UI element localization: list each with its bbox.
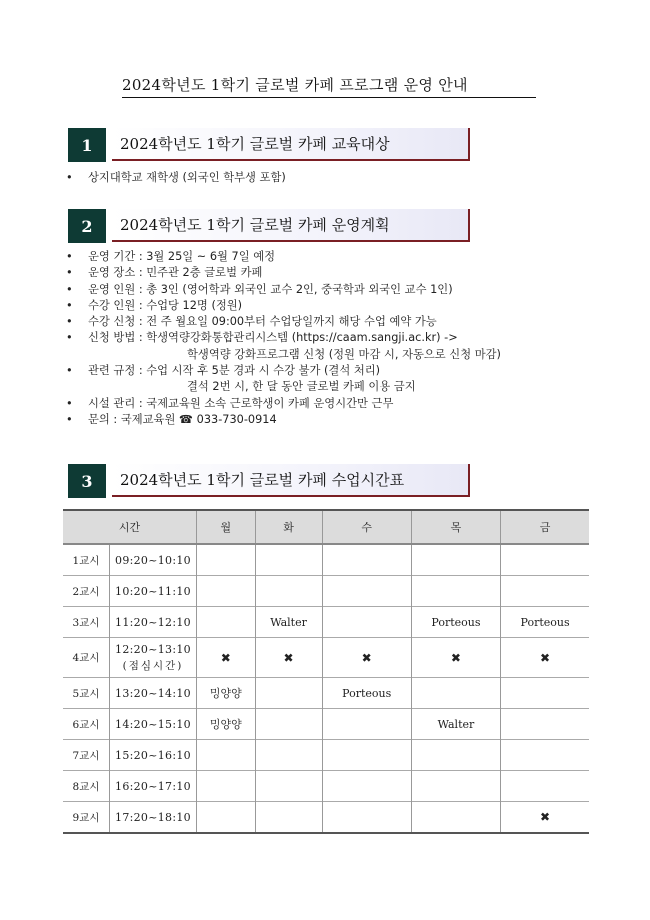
fri-cell (501, 544, 589, 576)
thu-cell: Walter (411, 709, 500, 740)
list-item: • 신청 방법 : 학생역량강화통합관리시스템 (https://caam.sangji.ac.kr) -> (66, 330, 501, 346)
tue-cell (255, 709, 322, 740)
table-row (63, 740, 589, 771)
bullet-icon: • (66, 171, 73, 184)
table-row (63, 607, 589, 638)
period-cell: 9교시 (63, 802, 110, 834)
list-item: • 운영 기간 : 3월 25일 ~ 6월 7일 예정 (66, 249, 501, 265)
wed-cell (322, 709, 411, 740)
fri-cell (501, 771, 589, 802)
section-3-header (68, 464, 470, 500)
tue-cell: Walter (255, 607, 322, 638)
time-cell: 15:20~16:10 (110, 740, 197, 771)
bullet-icon: • (66, 396, 73, 410)
period-cell: 8교시 (63, 771, 110, 802)
table-header-row (63, 510, 589, 544)
section-number: 1 (68, 128, 106, 162)
closed-x-icon: ✖ (255, 638, 322, 678)
closed-x-icon: ✖ (197, 638, 256, 678)
time-cell: 11:20~12:10 (110, 607, 197, 638)
mon-cell (197, 771, 256, 802)
list-item: • 문의 : 국제교육원 ☎ 033-730-0914 (66, 412, 501, 428)
tue-cell (255, 771, 322, 802)
tue-cell (255, 802, 322, 834)
section-1-bullets (66, 170, 286, 186)
bullet-icon: • (66, 315, 73, 329)
table-row (63, 678, 589, 709)
fri-cell: Porteous (501, 607, 589, 638)
thu-cell (411, 544, 500, 576)
bullet-icon: • (66, 266, 73, 280)
column-header-mon: 월 (197, 510, 256, 544)
section-number: 2 (68, 209, 106, 243)
table-row (63, 771, 589, 802)
period-cell: 2교시 (63, 576, 110, 607)
time-cell: 09:20~10:10 (110, 544, 197, 576)
mon-cell: 밍양양 (197, 678, 256, 709)
thu-cell (411, 802, 500, 834)
list-item: • 운영 인원 : 총 3인 (영어학과 외국인 교수 2인, 중국학과 외국인 교수 1인) (66, 282, 501, 298)
mon-cell (197, 544, 256, 576)
time-cell: 16:20~17:10 (110, 771, 197, 802)
wed-cell (322, 802, 411, 834)
wed-cell (322, 544, 411, 576)
mon-cell: 밍양양 (197, 709, 256, 740)
tue-cell (255, 740, 322, 771)
list-item: • 수강 신청 : 전 주 월요일 09:00부터 수업당일까지 해당 수업 예약 가능 (66, 314, 501, 330)
table-row (63, 802, 589, 834)
section-number: 3 (68, 464, 106, 498)
bullet-icon: • (66, 364, 73, 378)
list-item: • 상지대학교 재학생 (외국인 학부생 포함) (66, 170, 286, 186)
section-2-bullets (66, 249, 501, 428)
thu-cell (411, 771, 500, 802)
closed-x-icon: ✖ (501, 638, 589, 678)
time-cell: 10:20~11:10 (110, 576, 197, 607)
fri-cell (501, 576, 589, 607)
time-cell: 17:20~18:10 (110, 802, 197, 834)
fri-cell (501, 709, 589, 740)
time-cell: 13:20~14:10 (110, 678, 197, 709)
bullet-icon: • (66, 298, 73, 312)
wed-cell (322, 607, 411, 638)
bullet-icon: • (66, 412, 73, 426)
table-row-lunch (63, 638, 589, 678)
section-title: 2024학년도 1학기 글로벌 카페 수업시간표 (112, 464, 470, 497)
column-header-fri: 금 (501, 510, 589, 544)
section-2-header (68, 209, 470, 245)
list-item: • 운영 장소 : 민주관 2층 글로벌 카페 (66, 265, 501, 281)
time-cell (110, 638, 197, 678)
bullet-icon: • (66, 331, 73, 345)
wed-cell (322, 771, 411, 802)
bullet-icon: • (66, 282, 73, 296)
period-cell: 1교시 (63, 544, 110, 576)
list-item: • 관련 규정 : 수업 시작 후 5분 경과 시 수강 불가 (결석 처리) (66, 363, 501, 379)
period-cell: 6교시 (63, 709, 110, 740)
tue-cell (255, 678, 322, 709)
column-header-thu: 목 (411, 510, 500, 544)
list-item-continuation: 결석 2번 시, 한 달 동안 글로벌 카페 이용 금지 (187, 380, 416, 394)
period-cell: 7교시 (63, 740, 110, 771)
mon-cell (197, 607, 256, 638)
mon-cell (197, 802, 256, 834)
list-item: • 수강 인원 : 수업당 12명 (정원) (66, 298, 501, 314)
bullet-icon: • (66, 250, 73, 263)
thu-cell (411, 740, 500, 771)
section-title: 2024학년도 1학기 글로벌 카페 교육대상 (112, 128, 470, 161)
thu-cell (411, 678, 500, 709)
time-range: 12:20~13:10 (115, 642, 191, 656)
thu-cell: Porteous (411, 607, 500, 638)
period-cell: 3교시 (63, 607, 110, 638)
closed-x-icon: ✖ (322, 638, 411, 678)
closed-x-icon: ✖ (411, 638, 500, 678)
document-title: 2024학년도 1학기 글로벌 카페 프로그램 운영 안내 (122, 74, 536, 98)
table-row (63, 709, 589, 740)
column-header-time: 시간 (63, 510, 197, 544)
fri-cell (501, 678, 589, 709)
period-cell: 5교시 (63, 678, 110, 709)
timetable (63, 509, 589, 834)
section-title: 2024학년도 1학기 글로벌 카페 운영계획 (112, 209, 470, 242)
section-1-header (68, 128, 470, 164)
column-header-tue: 화 (255, 510, 322, 544)
table-row (63, 544, 589, 576)
tue-cell (255, 544, 322, 576)
wed-cell (322, 740, 411, 771)
tue-cell (255, 576, 322, 607)
list-item: • 시설 관리 : 국제교육원 소속 근로학생이 카페 운영시간만 근무 (66, 396, 501, 412)
wed-cell (322, 576, 411, 607)
mon-cell (197, 576, 256, 607)
list-item-continuation: 학생역량 강화프로그램 신청 (정원 마감 시, 자동으로 신청 마감) (187, 347, 501, 361)
lunch-note: (점심시간) (122, 659, 184, 672)
table-row (63, 576, 589, 607)
thu-cell (411, 576, 500, 607)
closed-x-icon: ✖ (501, 802, 589, 834)
fri-cell (501, 740, 589, 771)
period-cell: 4교시 (63, 638, 110, 678)
column-header-wed: 수 (322, 510, 411, 544)
wed-cell: Porteous (322, 678, 411, 709)
mon-cell (197, 740, 256, 771)
time-cell: 14:20~15:10 (110, 709, 197, 740)
